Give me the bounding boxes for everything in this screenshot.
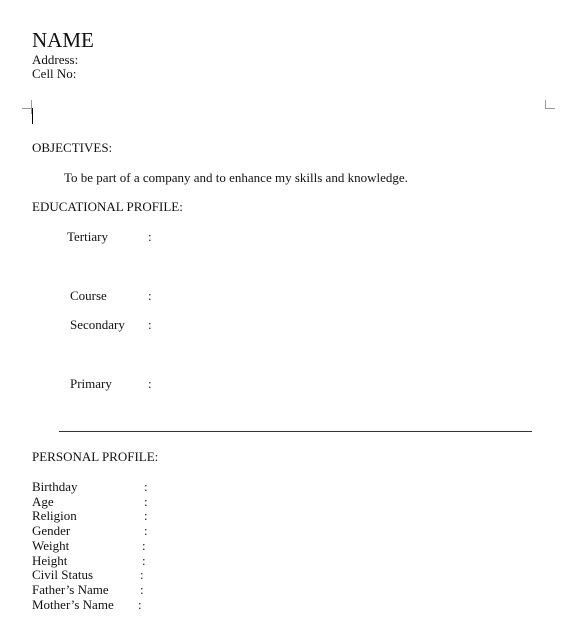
section-divider xyxy=(59,431,532,432)
margin-corner-mark-left-h xyxy=(22,108,31,109)
personal-label-birthday: Birthday xyxy=(32,479,78,494)
personal-colon-gender: : xyxy=(144,523,148,538)
personal-label-weight: Weight xyxy=(32,538,70,553)
education-colon-tertiary: : xyxy=(148,229,152,244)
objectives-text: To be part of a company and to enhance my skills and knowledge. xyxy=(64,170,408,185)
personal-colon-religion: : xyxy=(144,508,148,523)
personal-label-fathers-name: Father’s Name xyxy=(32,582,109,597)
personal-colon-mothers-name: : xyxy=(138,597,142,612)
personal-colon-age: : xyxy=(144,494,148,509)
education-label-secondary: Secondary xyxy=(70,317,125,332)
personal-colon-weight: : xyxy=(142,538,146,553)
personal-colon-birthday: : xyxy=(144,479,148,494)
education-label-tertiary: Tertiary xyxy=(67,229,108,244)
education-label-primary: Primary xyxy=(70,376,112,391)
education-colon-primary: : xyxy=(148,376,152,391)
margin-corner-mark-right-h xyxy=(545,108,555,109)
personal-colon-civil-status: : xyxy=(140,567,144,582)
personal-heading: PERSONAL PROFILE: xyxy=(32,449,159,464)
personal-label-religion: Religion xyxy=(32,508,77,523)
objectives-heading: OBJECTIVES: xyxy=(32,140,113,155)
personal-label-gender: Gender xyxy=(32,523,71,538)
personal-colon-height: : xyxy=(142,553,146,568)
personal-label-mothers-name: Mother’s Name xyxy=(32,597,114,612)
education-label-course: Course xyxy=(70,288,107,303)
cell-number-label: Cell No: xyxy=(32,66,77,81)
education-heading: EDUCATIONAL PROFILE: xyxy=(32,199,183,214)
personal-label-civil-status: Civil Status xyxy=(32,567,94,582)
text-cursor[interactable] xyxy=(32,108,33,124)
personal-colon-fathers-name: : xyxy=(140,582,144,597)
address-label: Address: xyxy=(32,52,79,67)
personal-label-height: Height xyxy=(32,553,68,568)
education-colon-secondary: : xyxy=(148,317,152,332)
personal-label-age: Age xyxy=(32,494,54,509)
education-colon-course: : xyxy=(148,288,152,303)
resume-name: NAME xyxy=(32,28,94,52)
